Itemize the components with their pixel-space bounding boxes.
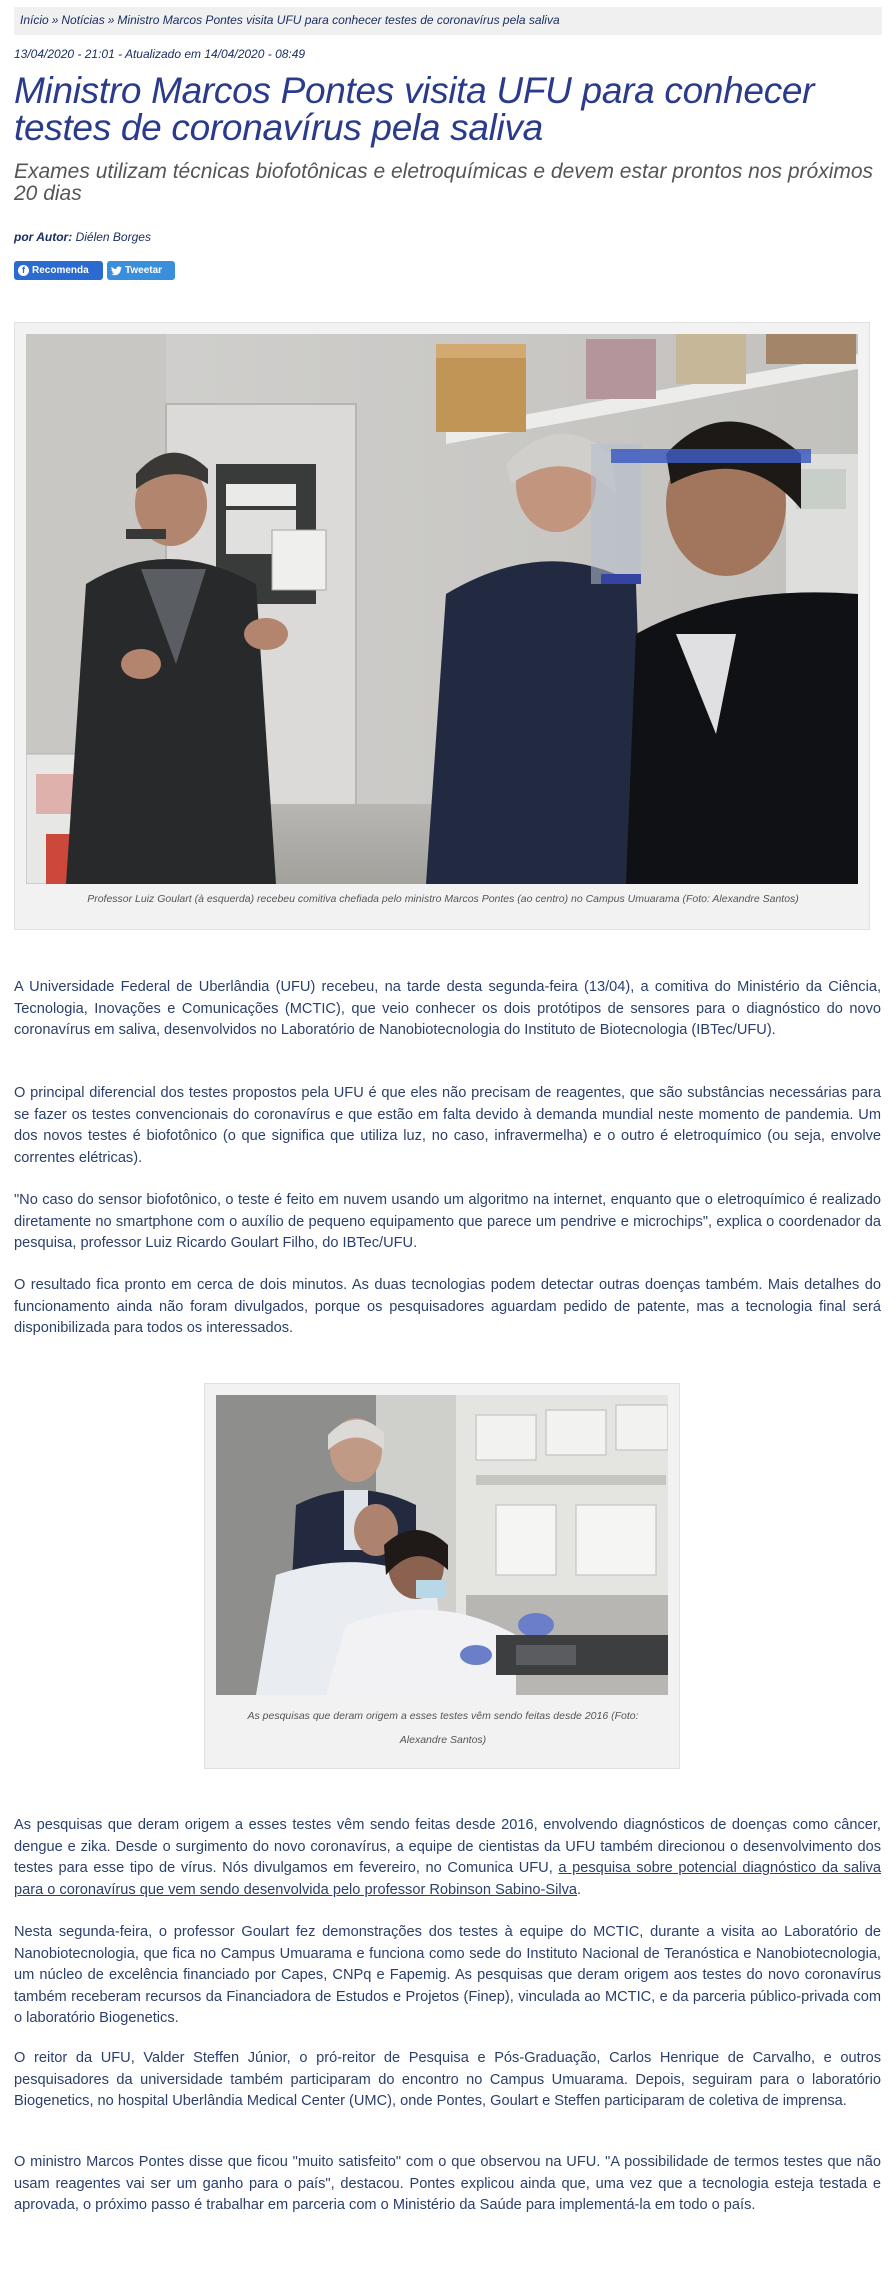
secondary-photo-caption: As pesquisas que deram origem a esses testes vêm sendo feitas desde 2016 (Foto: Alexandre Santos) [247, 1710, 639, 1746]
article-paragraph: "No caso do sensor biofotônico, o teste é feito em nuvem usando um algoritmo na internet, enquanto que o eletroquímico é realizado diretamente no smartphone com o auxílio de pequeno equipamento que parece um pendrive e microchips", explica o coordenador da pesquisa, professor Luiz Ricardo Goulart Filho, do IBTec/UFU. [14, 1192, 881, 1251]
share-buttons [14, 261, 175, 280]
article-paragraph: O principal diferencial dos testes propostos pela UFU é que eles não precisam de reagentes, que são substâncias necessárias para se fazer os testes convencionais do coronavírus e que estão em falta devido à demanda mundial neste momento de pandemia. Um dos novos testes é biofotônico (o que significa que utiliza luz, no caso, infravermelha) e o outro é eletroquímico (ou seja, envolve correntes elétricas). [14, 1085, 881, 1166]
article-title: Ministro Marcos Pontes visita UFU para conhecer testes de coronavírus pela saliva [14, 70, 815, 148]
article-paragraph: O resultado fica pronto em cerca de dois minutos. As duas tecnologias podem detectar outras doenças também. Mais detalhes do funcionamento ainda não foram divulgados, porque os pesquisadores aguardam pedido de patente, mas a tecnologia final será disponibilizada para todos os interessados. [14, 1277, 881, 1336]
tweet-button-label: Tweetar [125, 265, 163, 276]
twitter-bird-icon [111, 266, 122, 276]
related-research-link[interactable]: a pesquisa sobre potencial diagnóstico da saliva para o coronavírus que vem sendo desenvolvida pelo professor Robinson Sabino-Silva [14, 1860, 881, 1898]
lead-photo-caption: Professor Luiz Goulart (à esquerda) recebeu comitiva chefiada pelo ministro Marcos Pontes (ao centro) no Campus Umuarama (Foto: Alexandre Santos) [87, 893, 799, 905]
secondary-photo [216, 1395, 668, 1695]
article-subtitle: Exames utilizam técnicas biofotônicas e eletroquímicas e devem estar prontos nos próximos 20 dias [14, 160, 874, 205]
secondary-photo-figure [204, 1383, 680, 1769]
paragraph-text: As pesquisas que deram origem a esses testes vêm sendo feitas desde 2016, envolvendo diagnósticos de doenças como câncer, dengue e zika. Desde o surgimento do novo coronavírus, a equipe de cientistas da UFU também direcionou o desenvolvimento dos testes para esse tipo de vírus. Nós divulgamos em fevereiro, no Comunica UFU, [14, 1817, 881, 1876]
lab-research-photo [216, 1395, 668, 1695]
breadcrumb-current: Ministro Marcos Pontes visita UFU para conhecer testes de coronavírus pela saliva [117, 13, 560, 27]
article-paragraph: A Universidade Federal de Uberlândia (UFU) recebeu, na tarde desta segunda-feira (13/04), a comitiva do Ministério da Ciência, Tecnologia, Inovações e Comunicações (MCTIC), que veio conhecer os dois protótipos de sensores para o diagnóstico do novo coronavírus em saliva, desenvolvidos no Laboratório de Nanobiotecnologia do Instituto de Biotecnologia (IBTec/UFU). [14, 979, 881, 1038]
article-dateline: 13/04/2020 - 21:01 - Atualizado em 14/04/2020 - 08:49 [14, 47, 306, 61]
tweet-button[interactable] [107, 261, 175, 280]
author-label: por Autor: [14, 230, 73, 244]
author-name: Diélen Borges [75, 230, 151, 244]
facebook-icon: f [18, 265, 29, 276]
breadcrumb-home-link[interactable]: Início [20, 13, 49, 27]
lead-photo [26, 334, 858, 884]
facebook-recommend-button[interactable] [14, 261, 103, 280]
breadcrumb-news-link[interactable]: Notícias [61, 13, 105, 27]
lead-photo-figure [14, 322, 870, 930]
breadcrumb-separator: » [51, 13, 59, 27]
article-author [14, 230, 151, 244]
paragraph-text: . [577, 1881, 582, 1898]
breadcrumb-separator: » [107, 13, 115, 27]
facebook-button-label: Recomenda [32, 265, 89, 276]
breadcrumb [14, 7, 882, 35]
article-paragraph [14, 1815, 881, 1901]
article-paragraph: O ministro Marcos Pontes disse que ficou "muito satisfeito" com o que observou na UFU. "A possibilidade de termos testes que não usam reagentes vai ser um ganho para o país", destacou. Pontes explicou ainda que, uma vez que a tecnologia esteja testada e aprovada, o próximo passo é trabalhar em parceria com o Ministério da Saúde para implementá-la em todo o país. [14, 2154, 881, 2213]
article-paragraph: Nesta segunda-feira, o professor Goulart fez demonstrações dos testes à equipe do MCTIC, durante a visita ao Laboratório de Nanobiotecnologia, que fica no Campus Umuarama e funciona como sede do Instituto Nacional de Teranóstica e Nanobiotecnologia, um núcleo de excelência financiado por Capes, CNPq e Fapemig. As pesquisas que deram origem aos testes do novo coronavírus também receberam recursos da Financiadora de Estudos e Projetos (Finep), vinculada ao MCTIC, e da parceria público-privada com o laboratório Biogenetics. [14, 1924, 881, 2026]
article-paragraph: O reitor da UFU, Valder Steffen Júnior, o pró-reitor de Pesquisa e Pós-Graduação, Carlos Henrique de Carvalho, e outros pesquisadores da universidade também participaram do encontro no Campus Umuarama. Depois, seguiram para o laboratório Biogenetics, no hospital Uberlândia Medical Center (UMC), onde Pontes, Goulart e Steffen participaram de coletiva de imprensa. [14, 2050, 881, 2109]
lab-visit-photo [26, 334, 858, 884]
